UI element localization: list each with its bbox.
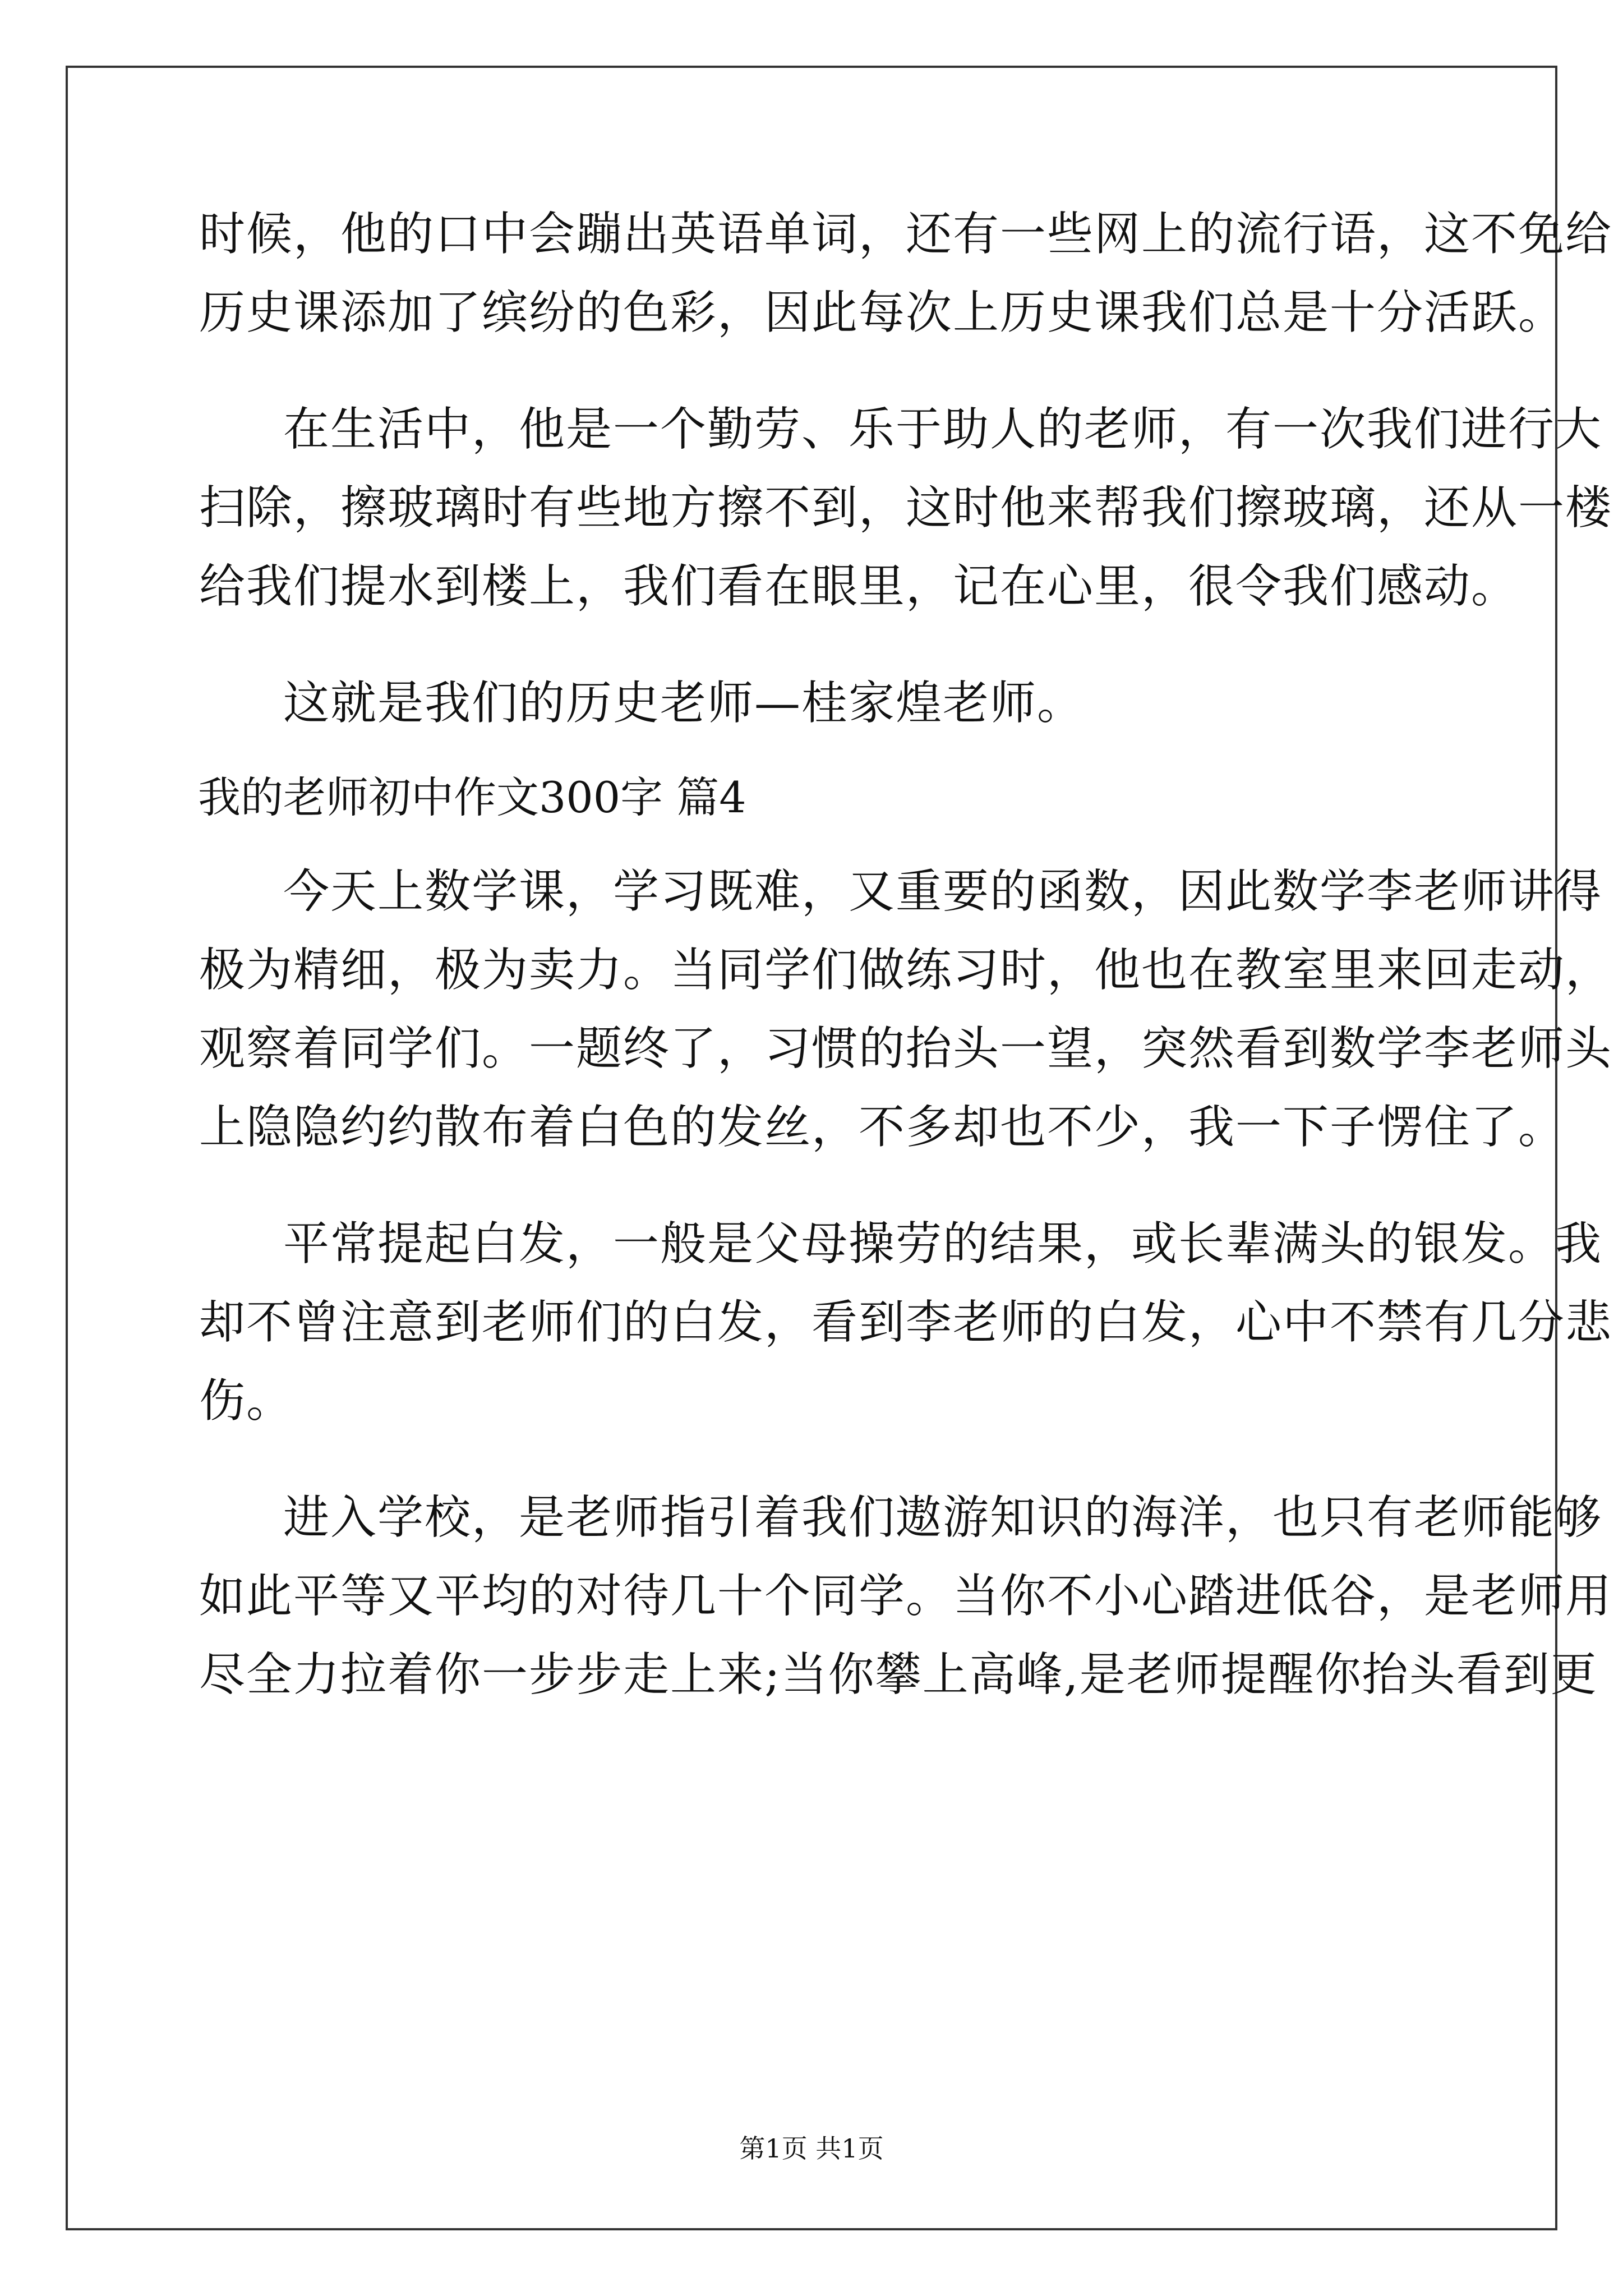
paragraph-2 — [199, 390, 1613, 626]
text-line: 今天上数学课，学习既难，又重要的函数，因此数学李老师讲得 — [283, 865, 1603, 918]
page-footer: 第1页 共1页 — [739, 2133, 884, 2164]
text-line: 极为精细，极为卖力。当同学们做练习时，他也在教室里来回走动， — [199, 944, 1613, 997]
text-line: 平常提起白发，一般是父母操劳的结果，或长辈满头的银发。我 — [283, 1217, 1603, 1271]
text-line: 如此平等又平均的对待几十个同学。当你不小心踏进低谷，是老师用 — [199, 1570, 1613, 1623]
paragraph-5 — [199, 1205, 1613, 1441]
text-line: 观察着同学们。一题终了，习惯的抬头一望，突然看到数学李老师头 — [199, 1022, 1613, 1075]
document-body — [198, 195, 1613, 1714]
text-line: 历史课添加了缤纷的色彩，因此每次上历史课我们总是十分活跃。 — [199, 286, 1566, 339]
text-line: 给我们提水到楼上，我们看在眼里，记在心里，很令我们感动。 — [199, 560, 1519, 613]
paragraph-1 — [199, 195, 1613, 352]
text-line: 上隐隐约约散布着白色的发丝，不多却也不少，我一下子愣住了。 — [199, 1101, 1566, 1154]
text-line: 却不曾注意到老师们的白发，看到李老师的白发，心中不禁有几分悲 — [199, 1296, 1613, 1349]
section-heading: 我的老师初中作文300字 篇4 — [198, 772, 746, 822]
text-line: 时候，他的口中会蹦出英语单词，还有一些网上的流行语，这不免给 — [199, 208, 1613, 261]
paragraph-4 — [199, 853, 1613, 1167]
paragraph-6 — [199, 1479, 1613, 1714]
text-line: 伤。 — [199, 1374, 294, 1428]
text-line: 尽全力拉着你一步步走上来;当你攀上高峰,是老师提醒你抬头看到更 — [199, 1648, 1598, 1701]
text-line: 扫除，擦玻璃时有些地方擦不到，这时他来帮我们擦玻璃，还从一楼 — [199, 481, 1613, 535]
text-line: 这就是我们的历史老师—桂家煌老师。 — [283, 677, 1085, 730]
text-line: 在生活中，他是一个勤劳、乐于助人的老师，有一次我们进行大 — [283, 403, 1603, 456]
text-line: 进入学校，是老师指引着我们遨游知识的海洋，也只有老师能够 — [283, 1491, 1603, 1544]
paragraph-3 — [199, 664, 1430, 743]
